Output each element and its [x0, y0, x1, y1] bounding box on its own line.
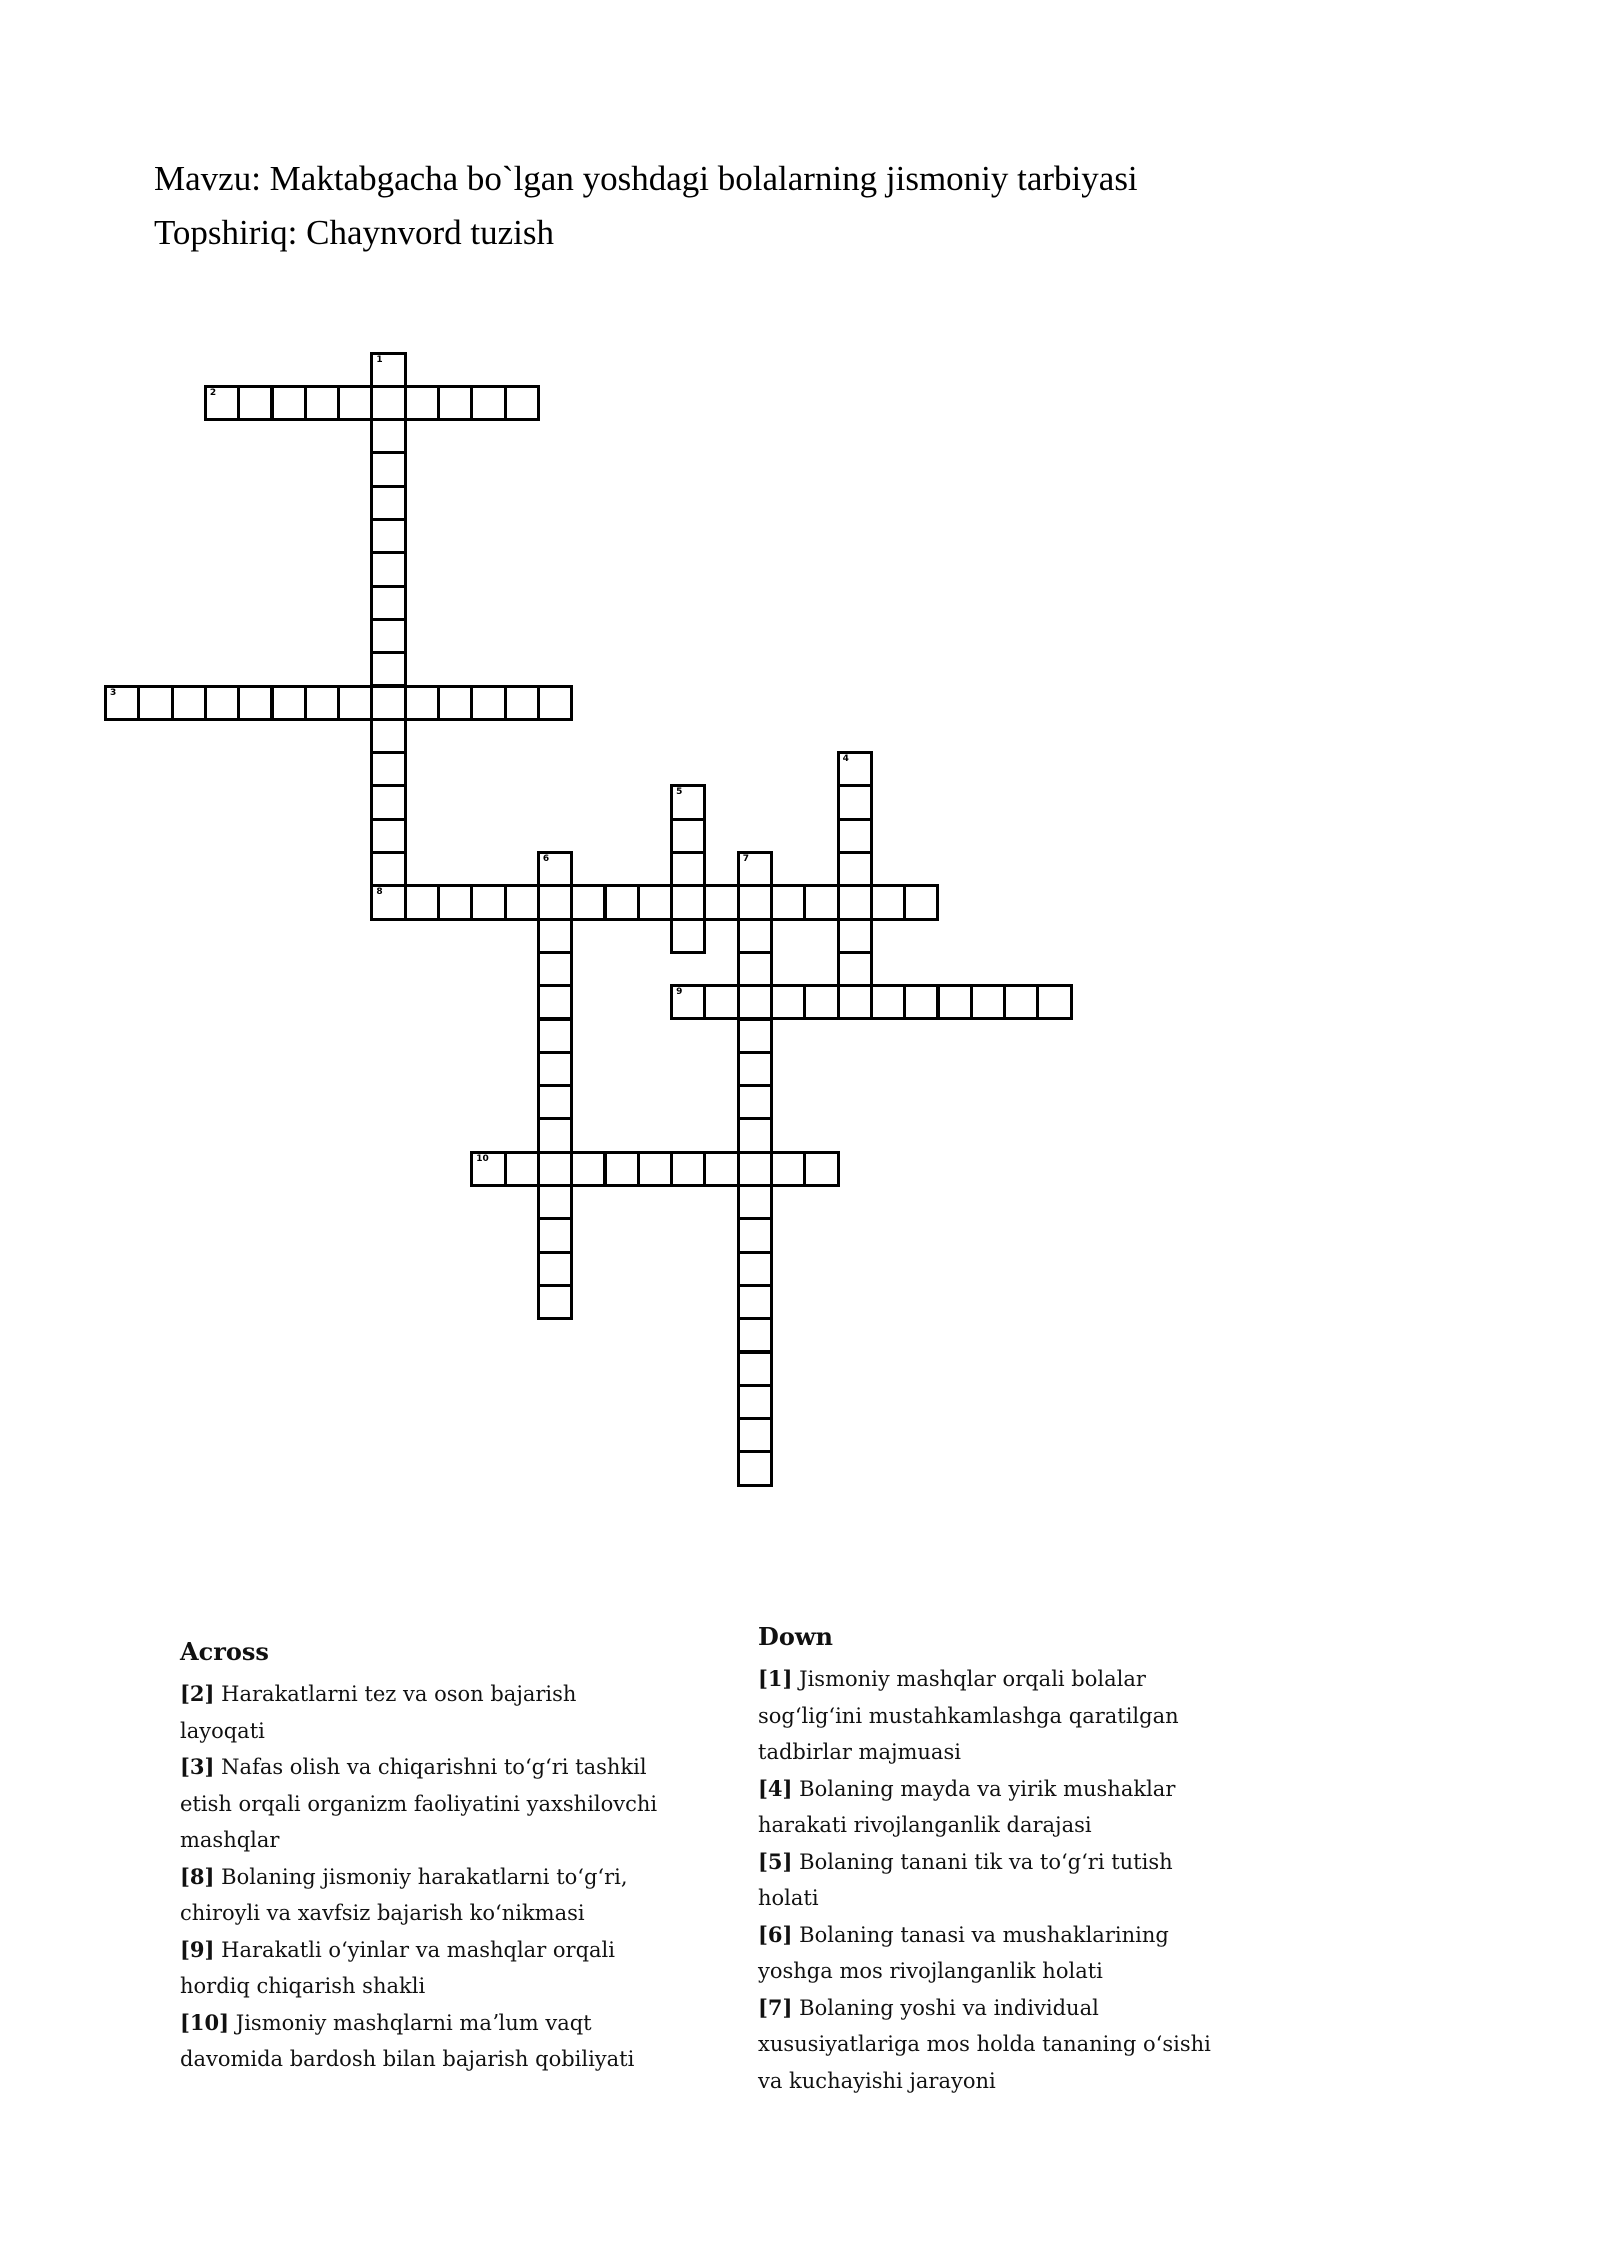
crossword-cell[interactable] — [537, 1184, 573, 1220]
crossword-cell[interactable] — [537, 884, 573, 920]
crossword-cell[interactable] — [504, 1151, 540, 1187]
crossword-cell[interactable] — [537, 1284, 573, 1320]
crossword-cell[interactable] — [737, 1384, 773, 1420]
across-clue-3 — [180, 1749, 660, 1859]
crossword-cell[interactable] — [570, 884, 606, 920]
crossword-cell[interactable] — [837, 884, 873, 920]
crossword-cell[interactable] — [437, 685, 473, 721]
across-clue-9 — [180, 1932, 660, 2005]
crossword-cell[interactable] — [637, 884, 673, 920]
crossword-cell[interactable] — [537, 1018, 573, 1054]
crossword-cell[interactable] — [237, 385, 273, 421]
crossword-cell[interactable] — [837, 951, 873, 987]
crossword-cell[interactable] — [837, 918, 873, 954]
crossword-cell[interactable] — [1036, 984, 1072, 1020]
crossword-cell[interactable] — [803, 884, 839, 920]
crossword-cell[interactable] — [537, 1217, 573, 1253]
crossword-cell[interactable] — [604, 1151, 640, 1187]
crossword-cell[interactable] — [737, 1317, 773, 1353]
crossword-cell[interactable] — [304, 685, 340, 721]
crossword-cell[interactable] — [870, 984, 906, 1020]
crossword-cell[interactable] — [537, 1117, 573, 1153]
crossword-cell[interactable] — [670, 1151, 706, 1187]
crossword-cell[interactable] — [237, 685, 273, 721]
crossword-cell[interactable] — [537, 851, 573, 887]
crossword-cell[interactable] — [703, 884, 739, 920]
crossword-cell[interactable] — [537, 1051, 573, 1087]
crossword-cell[interactable] — [737, 1417, 773, 1453]
clue-text: Harakatlarni tez va oson bajarish layoqati — [180, 1682, 577, 1743]
crossword-cell[interactable] — [370, 685, 406, 721]
crossword-cell[interactable] — [737, 1018, 773, 1054]
crossword-cell[interactable] — [837, 984, 873, 1020]
crossword-cell[interactable] — [404, 884, 440, 920]
crossword-cell[interactable] — [304, 385, 340, 421]
crossword-cell[interactable] — [271, 385, 307, 421]
crossword-cell[interactable] — [404, 685, 440, 721]
crossword-cell[interactable] — [737, 1351, 773, 1387]
down-heading: Down — [758, 1622, 833, 1651]
crossword-cell[interactable] — [470, 884, 506, 920]
crossword-cell[interactable] — [337, 685, 373, 721]
crossword-cell[interactable] — [604, 884, 640, 920]
crossword-cell[interactable] — [903, 984, 939, 1020]
crossword-cell[interactable] — [537, 685, 573, 721]
cell-number: 10 — [476, 1153, 489, 1164]
crossword-cell[interactable] — [803, 1151, 839, 1187]
crossword-cell[interactable] — [670, 884, 706, 920]
crossword-cell[interactable] — [770, 1151, 806, 1187]
crossword-cell[interactable] — [470, 385, 506, 421]
crossword-cell[interactable] — [104, 685, 140, 721]
crossword-cell[interactable] — [737, 1151, 773, 1187]
crossword-cell[interactable] — [737, 1217, 773, 1253]
clue-number: [5] — [758, 1848, 793, 1874]
clue-number: [4] — [758, 1775, 793, 1801]
across-clues — [180, 1630, 660, 2078]
crossword-cell[interactable] — [737, 884, 773, 920]
topic-title: Mavzu: Maktabgacha bo`lgan yoshdagi bolalarning jismoniy tarbiyasi — [154, 159, 1138, 198]
crossword-cell[interactable] — [737, 1450, 773, 1486]
crossword-cell[interactable] — [537, 951, 573, 987]
clue-number: [10] — [180, 2009, 230, 2035]
crossword-cell[interactable] — [537, 918, 573, 954]
crossword-cell[interactable] — [837, 784, 873, 820]
clue-text: Harakatli oʻyinlar va mashqlar orqali hordiq chiqarish shakli — [180, 1937, 615, 1998]
crossword-cell[interactable] — [504, 685, 540, 721]
crossword-cell[interactable] — [370, 751, 406, 787]
crossword-cell[interactable] — [737, 1117, 773, 1153]
crossword-cell[interactable] — [837, 818, 873, 854]
across-clue-8 — [180, 1859, 660, 1932]
crossword-cell[interactable] — [870, 884, 906, 920]
down-clue-5 — [758, 1844, 1238, 1917]
crossword-cell[interactable] — [370, 418, 406, 454]
crossword-cell[interactable] — [803, 984, 839, 1020]
crossword-cell[interactable] — [370, 518, 406, 554]
cell-number: 3 — [110, 687, 117, 698]
crossword-cell[interactable] — [837, 751, 873, 787]
crossword-cell[interactable] — [737, 951, 773, 987]
down-clue-list — [758, 1661, 1238, 2099]
crossword-cell[interactable] — [770, 884, 806, 920]
crossword-cell[interactable] — [903, 884, 939, 920]
across-clue-10 — [180, 2005, 660, 2078]
clue-text: Bolaning mayda va yirik mushaklar harakati rivojlanganlik darajasi — [758, 1776, 1176, 1837]
clue-number: [7] — [758, 1994, 793, 2020]
crossword-cell[interactable] — [271, 685, 307, 721]
clue-number: [2] — [180, 1681, 215, 1706]
cell-number: 7 — [742, 854, 749, 864]
crossword-cell[interactable] — [370, 618, 406, 654]
clue-text: Jismoniy mashqlar orqali bolalar sogʻligʻini mustahkamlashga qaratilgan tadbirlar majmuasi — [758, 1667, 1179, 1764]
crossword-cell[interactable] — [437, 385, 473, 421]
crossword-cell[interactable] — [537, 1084, 573, 1120]
crossword-cell[interactable] — [670, 918, 706, 954]
crossword-cell[interactable] — [437, 884, 473, 920]
crossword-cell[interactable] — [737, 851, 773, 887]
clue-text: Bolaning tanani tik va toʻgʻri tutish holati — [758, 1849, 1173, 1910]
crossword-cell[interactable] — [370, 451, 406, 487]
crossword-cell[interactable] — [504, 884, 540, 920]
crossword-cell[interactable] — [537, 984, 573, 1020]
clue-text: Bolaning jismoniy harakatlarni toʻgʻri, chiroyli va xavfsiz bajarish koʻnikmasi — [180, 1864, 628, 1925]
across-heading: Across — [180, 1637, 269, 1666]
crossword-cell[interactable] — [370, 784, 406, 820]
clue-text: Jismoniy mashqlarni maʼlum vaqt davomida bardosh bilan bajarish qobiliyati — [180, 2010, 635, 2071]
crossword-cell[interactable] — [970, 984, 1006, 1020]
crossword-cell[interactable] — [404, 385, 440, 421]
clue-number: [9] — [180, 1936, 215, 1962]
crossword-cell[interactable] — [670, 984, 706, 1020]
clue-text: Bolaning yoshi va individual xususiyatlariga mos holda tananing oʻsishi va kuchayishi jarayoni — [758, 1995, 1211, 2093]
down-clue-4 — [758, 1771, 1238, 1844]
crossword-cell[interactable] — [837, 851, 873, 887]
crossword-cell[interactable] — [670, 818, 706, 854]
across-clue-list — [180, 1676, 660, 2078]
cell-number: 5 — [676, 787, 683, 798]
crossword-cell[interactable] — [737, 1284, 773, 1320]
crossword-cell[interactable] — [737, 1251, 773, 1287]
down-clues — [758, 1615, 1238, 2099]
across-clue-2 — [180, 1676, 660, 1749]
crossword-cell[interactable] — [171, 685, 207, 721]
crossword-cell[interactable] — [370, 718, 406, 754]
crossword-cell[interactable] — [337, 385, 373, 421]
crossword-cell[interactable] — [770, 984, 806, 1020]
crossword-cell[interactable] — [370, 485, 406, 521]
crossword-cell[interactable] — [137, 685, 173, 721]
crossword-cell[interactable] — [737, 1184, 773, 1220]
clue-text: Bolaning tanasi va mushaklarining yoshga mos rivojlanganlik holati — [758, 1922, 1169, 1983]
crossword-cell[interactable] — [370, 651, 406, 687]
clue-number: [6] — [758, 1921, 793, 1947]
cell-number: 4 — [842, 754, 849, 765]
clue-number: [8] — [180, 1863, 215, 1889]
crossword-cell[interactable] — [737, 1051, 773, 1087]
crossword-cell[interactable] — [370, 818, 406, 854]
task-title: Topshiriq: Chaynvord tuzish — [154, 213, 555, 252]
down-clue-1 — [758, 1661, 1238, 1771]
clue-number: [3] — [180, 1754, 215, 1779]
crossword-cell[interactable] — [737, 984, 773, 1020]
crossword-cell[interactable] — [737, 918, 773, 954]
crossword-cell[interactable] — [370, 352, 406, 388]
crossword-cell[interactable] — [470, 685, 506, 721]
crossword-cell[interactable] — [370, 851, 406, 887]
crossword-cell[interactable] — [670, 851, 706, 887]
clue-number: [1] — [758, 1666, 793, 1691]
cell-number: 9 — [676, 987, 683, 998]
crossword-cell[interactable] — [370, 551, 406, 587]
crossword-cell[interactable] — [703, 984, 739, 1020]
cell-number: 6 — [542, 854, 550, 864]
crossword-cell[interactable] — [737, 1084, 773, 1120]
cell-number: 8 — [376, 887, 383, 898]
crossword-cell[interactable] — [703, 1151, 739, 1187]
crossword-cell[interactable] — [637, 1151, 673, 1187]
down-clue-7 — [758, 1990, 1238, 2100]
crossword-cell[interactable] — [937, 984, 973, 1020]
crossword-cell[interactable] — [537, 1151, 573, 1187]
crossword-cell[interactable] — [1003, 984, 1039, 1020]
crossword-cell[interactable] — [570, 1151, 606, 1187]
crossword-cell[interactable] — [204, 685, 240, 721]
crossword-cell[interactable] — [370, 884, 406, 920]
crossword-cell[interactable] — [204, 385, 240, 421]
crossword-cell[interactable] — [537, 1251, 573, 1287]
crossword-cell[interactable] — [370, 385, 406, 421]
crossword-cell[interactable] — [370, 585, 406, 621]
crossword-cell[interactable] — [504, 385, 540, 421]
cell-number: 1 — [376, 354, 383, 365]
clue-text: Nafas olish va chiqarishni toʻgʻri tashkil etish orqali organizm faoliyatini yaxshilovchi mashqlar — [180, 1755, 658, 1852]
down-clue-6 — [758, 1917, 1238, 1990]
cell-number: 2 — [209, 387, 217, 398]
crossword-cell[interactable] — [670, 784, 706, 820]
crossword-cell[interactable] — [470, 1151, 506, 1187]
